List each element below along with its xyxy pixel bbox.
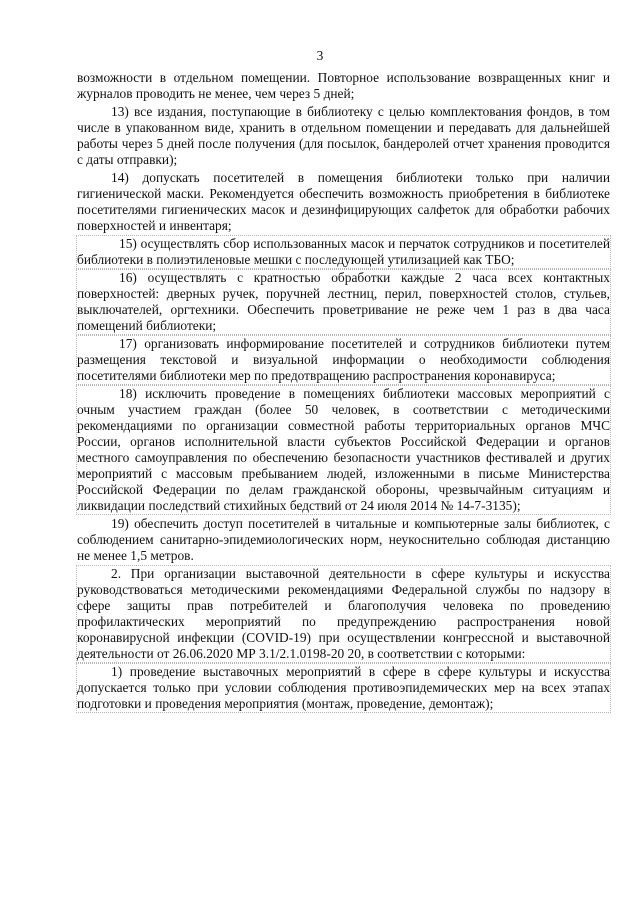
paragraph-item-16: 16) осуществлять с кратностью обработки каждые 2 часа всех контактных поверхностей: дверных ручек, поручней лестниц, перил, поверхностей столов, стульев, выключателей, оргтехники. Обеспечить проветривание не реже чем 1 раз в два часа помещений библиотеки; xyxy=(77,270,610,333)
paragraph-item-17: 17) организовать информирование посетителей и сотрудников библиотеки путем размещения текстовой и визуальной информации о необходимости соблюдения посетителями библиотеки мер по предотвращению распространения коронавируса; xyxy=(77,336,610,383)
paragraph-item-15: 15) осуществлять сбор использованных масок и перчаток сотрудников и посетителей библиотеки в полиэтиленовые мешки с последующей утилизацией как ТБО; xyxy=(77,236,610,267)
paragraph-item-13: 13) все издания, поступающие в библиотеку с целью комплектования фондов, в том числе в упакованном виде, хранить в отдельном помещении и передавать для дальнейшей работы через 5 дней после получения (для посылок, бандеролей отчет хранения проводится с даты отправки); xyxy=(77,104,610,167)
paragraph-section-2: 2. При организации выставочной деятельности в сфере культуры и искусства руководствоваться методическими рекомендациями Федеральной службы по надзору в сфере защиты прав потребителей и благополучия человека по проведению профилактических мероприятий по предупреждению распространения новой коронавирусной инфекции (COVID-19) при осуществлении конгрессной и выставочной деятельности от 26.06.2020 МР 3.1/2.1.0198-20 20, в соответствии с которыми: xyxy=(77,566,610,661)
paragraph-continuation: возможности в отдельном помещении. Повторное использование возвращенных книг и журналов проводить не менее, чем через 5 дней; xyxy=(77,70,610,101)
paragraph-item-14: 14) допускать посетителей в помещения библиотеки только при наличии гигиенической маски. Рекомендуется обеспечить возможность приобретения в библиотеке посетителями гигиенических масок и дезинфицирующих салфеток для обработки рабочих поверхностей и инвентаря; xyxy=(77,170,610,233)
document-body xyxy=(77,70,610,714)
paragraph-item-18: 18) исключить проведение в помещениях библиотеки массовых мероприятий с очным участием граждан (более 50 человек, в соответствии с методическими рекомендациями по организации совместной работы территориальных органов МЧС России, органов исполнительной власти субъектов Российской Федерации и органов местного самоуправления по обеспечению безопасности участников фестивалей и других мероприятий с массовым пребыванием людей, изложенными в письме Министерства Российской Федерации по делам гражданской обороны, чрезвычайным ситуациям и ликвидации последствий стихийных бедствий от 24 июля 2014 № 14-7-3135); xyxy=(77,386,610,513)
paragraph-item-19: 19) обеспечить доступ посетителей в читальные и компьютерные залы библиотек, с соблюдением санитарно-эпидемиологических норм, неукоснительно соблюдая дистанцию не менее 1,5 метров. xyxy=(77,516,610,563)
page-number: 3 xyxy=(316,48,324,63)
paragraph-section-2-item-1: 1) проведение выставочных мероприятий в сфере в сфере культуры и искусства допускается только при условии соблюдения противоэпидемических мер на всех этапах подготовки и проведения мероприятия (монтаж, проведение, демонтаж); xyxy=(77,664,610,711)
